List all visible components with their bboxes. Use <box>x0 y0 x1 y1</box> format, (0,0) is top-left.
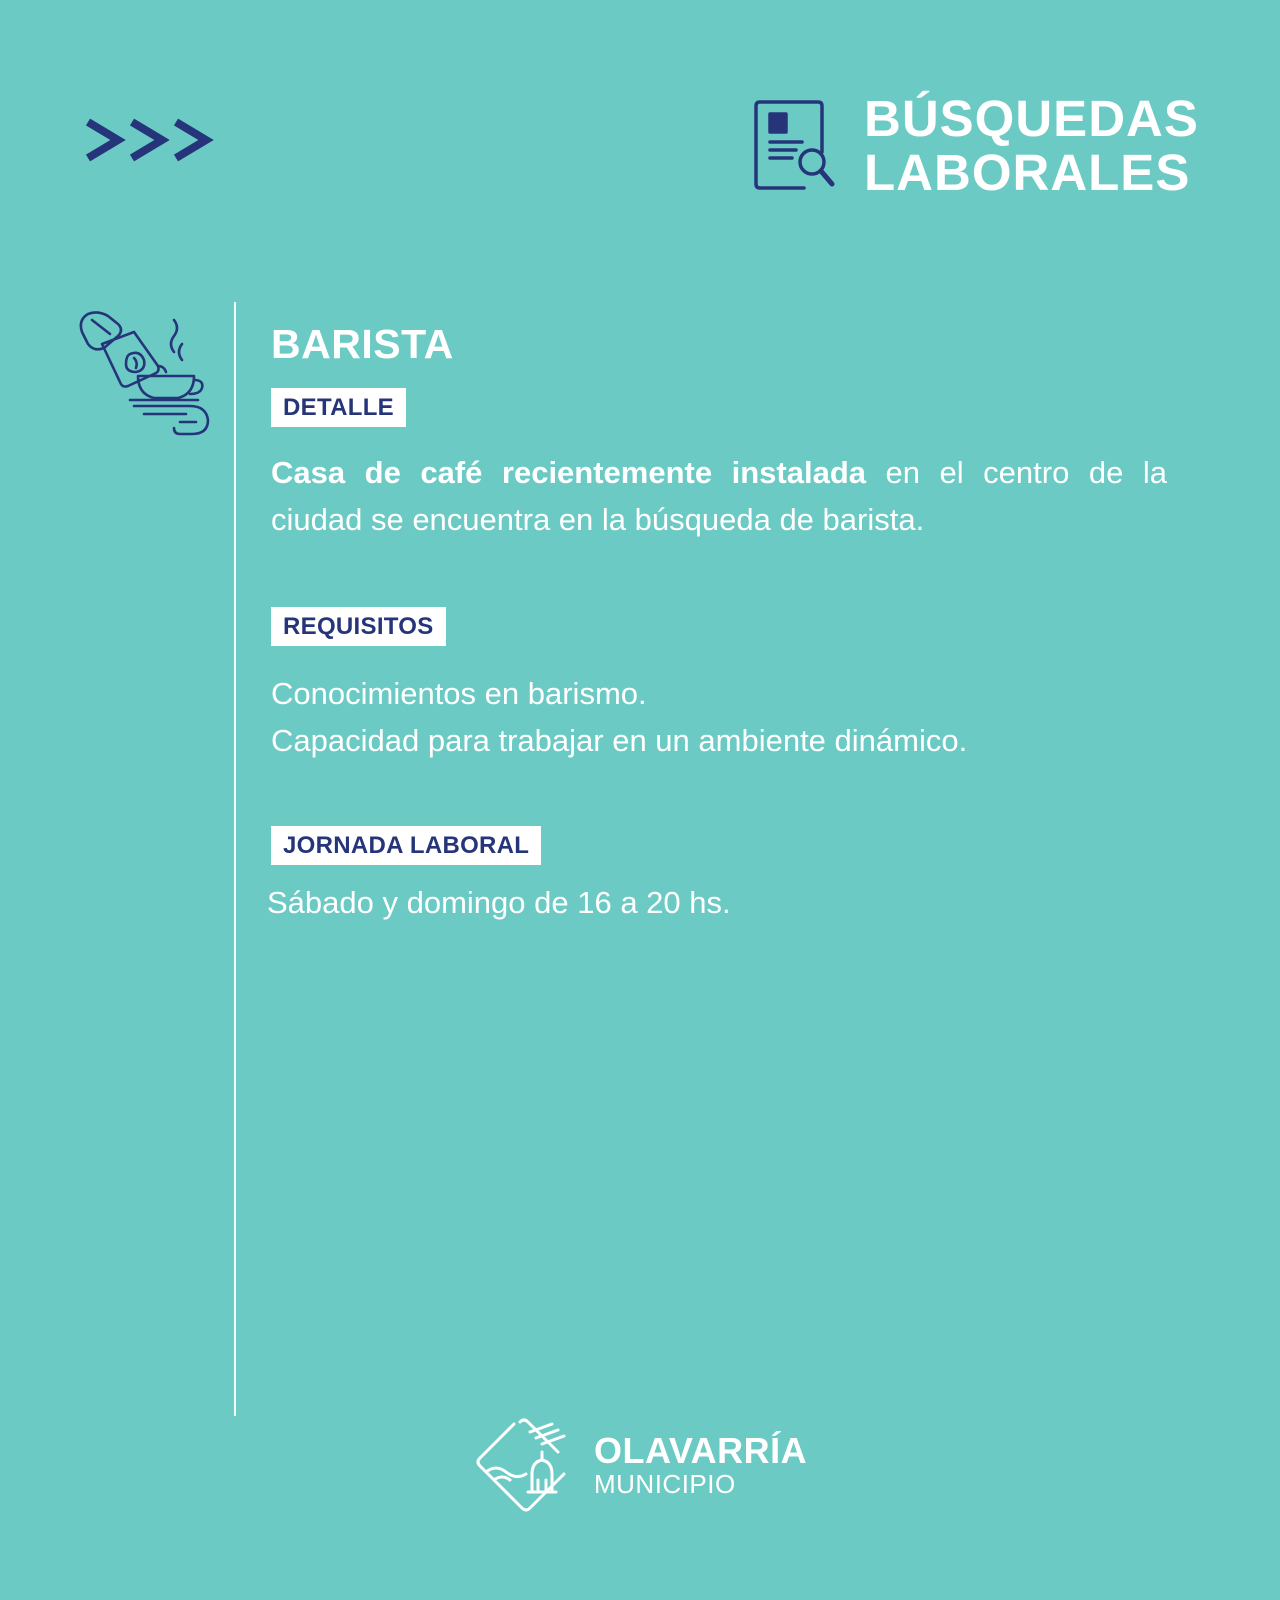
list-item: Capacidad para trabajar en un ambiente dinámico. <box>271 723 968 758</box>
job-title: BARISTA <box>271 321 454 367</box>
job-posting <box>267 320 1171 926</box>
detail-label: DETALLE <box>271 388 406 427</box>
schedule-text: Sábado y domingo de 16 a 20 hs. <box>267 885 731 920</box>
footer-subtitle: MUNICIPIO <box>594 1469 736 1499</box>
detail-text-bold: Casa de café recientemente instalada <box>271 455 867 490</box>
barista-pouring-coffee-icon <box>74 310 214 440</box>
detail-section <box>271 388 1171 543</box>
page-title-line1: BÚSQUEDAS <box>864 90 1199 147</box>
schedule-section <box>267 826 1171 926</box>
page-title <box>864 92 1199 200</box>
requirements-list <box>271 670 1171 764</box>
olavarria-municipio-logo <box>474 1418 578 1514</box>
job-search-document-icon <box>752 100 842 194</box>
schedule-label: JORNADA LABORAL <box>271 826 541 865</box>
requirements-label: REQUISITOS <box>271 607 446 646</box>
page-title-line2: LABORALES <box>864 144 1191 201</box>
triple-chevron-right-icon <box>84 116 216 164</box>
requirements-section <box>271 607 1171 764</box>
divider-line <box>234 302 236 1416</box>
detail-text <box>271 449 1167 543</box>
footer-brand <box>594 1432 807 1498</box>
footer-name: OLAVARRÍA <box>594 1430 808 1471</box>
list-item: Conocimientos en barismo. <box>271 676 647 711</box>
detail-text-rest: en el centro de la ciudad se encuentra en la búsqueda de barista. <box>271 455 1167 537</box>
